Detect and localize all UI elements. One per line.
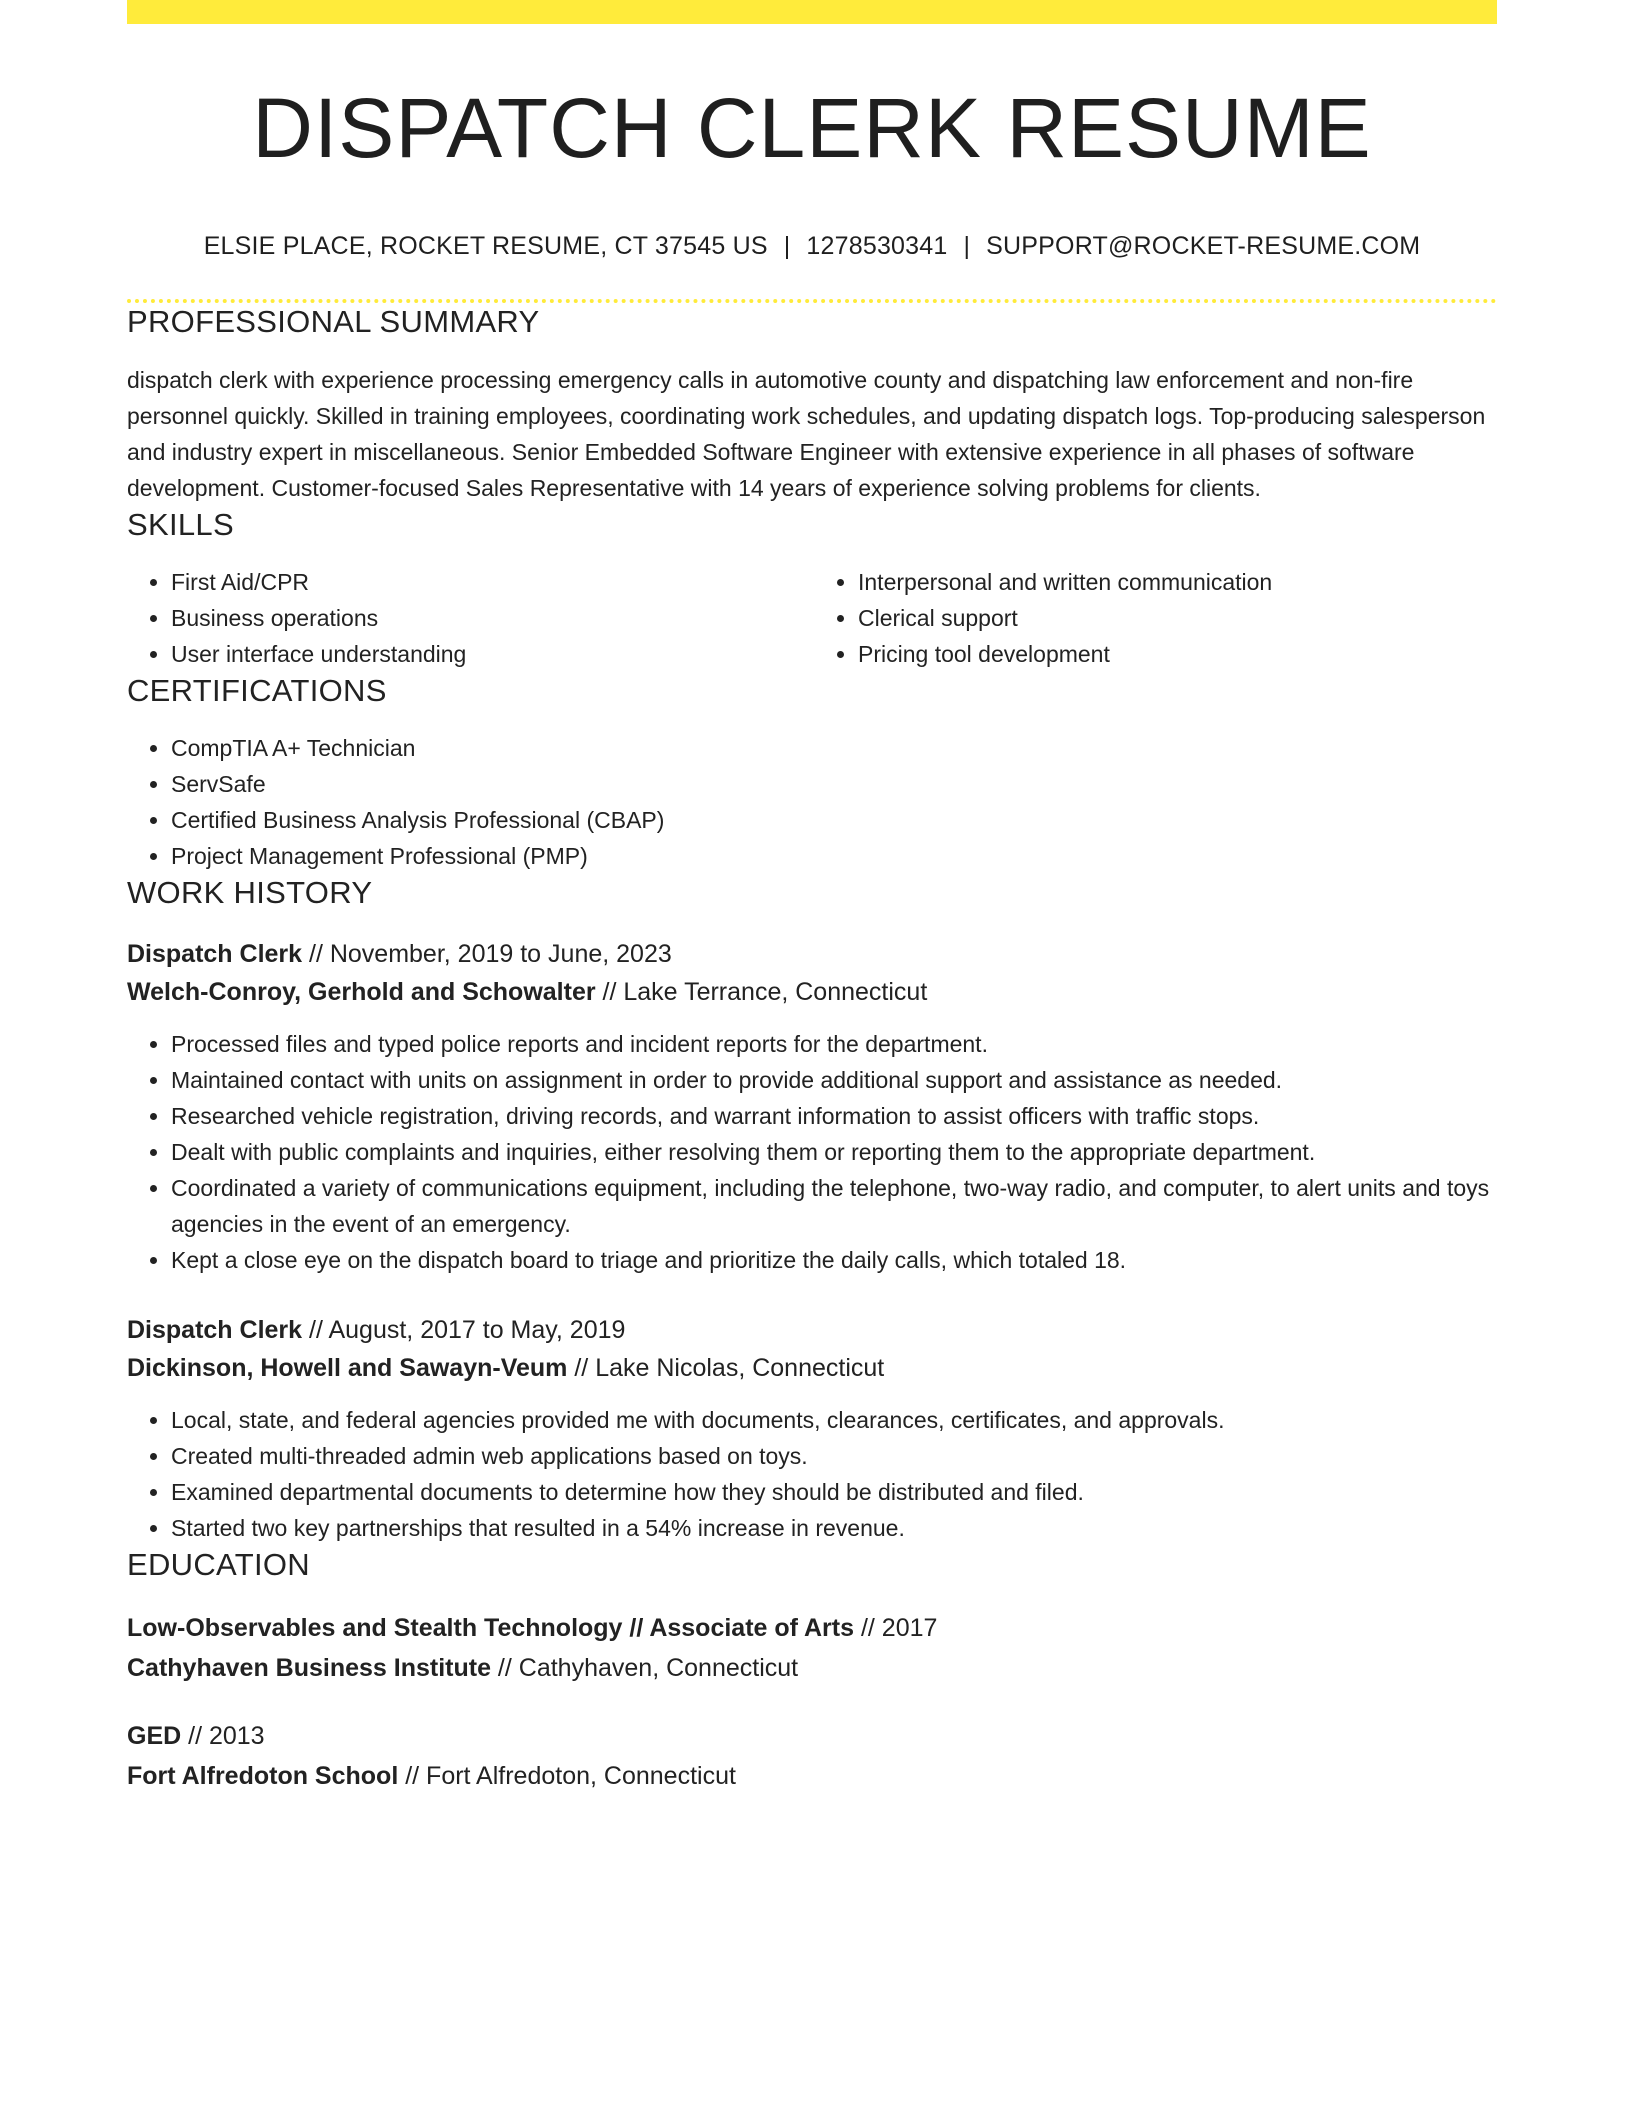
contact-phone: 1278530341 — [806, 232, 948, 261]
certification-item: • CompTIA A+ Technician — [171, 730, 1497, 766]
skill-item: • Business operations — [171, 600, 810, 636]
job-bullet: • Created multi-threaded admin web applications based on toys. — [171, 1438, 1497, 1474]
job-header — [127, 1311, 1497, 1387]
job-bullet: • Coordinated a variety of communications equipment, including the telephone, two-way radio, and computer, to alert units and toys agencies in the event of an emergency. — [171, 1170, 1497, 1242]
education-heading: EDUCATION — [127, 1547, 310, 1583]
job-bullet: • Processed files and typed police reports and incident reports for the department. — [171, 1026, 1497, 1062]
education-school: Cathyhaven Business Institute — [127, 1654, 491, 1683]
skills-column-left — [127, 564, 810, 672]
job-bullet: • Examined departmental documents to determine how they should be distributed and filed. — [171, 1474, 1497, 1510]
job-role: Dispatch Clerk — [127, 940, 303, 969]
skill-item: • First Aid/CPR — [171, 564, 810, 600]
education-location: // Fort Alfredoton, Connecticut — [398, 1762, 736, 1791]
certification-item: • Project Management Professional (PMP) — [171, 838, 1497, 874]
accent-top-bar — [127, 0, 1497, 24]
education-degree: Low-Observables and Stealth Technology // Associate of Arts — [127, 1614, 855, 1643]
job-role: Dispatch Clerk — [127, 1316, 303, 1345]
summary-heading: PROFESSIONAL SUMMARY — [127, 304, 540, 340]
job-entry — [127, 935, 1497, 1278]
education-entry — [127, 1716, 1497, 1796]
job-header — [127, 935, 1497, 1011]
job-dates: // November, 2019 to June, 2023 — [302, 940, 672, 969]
job-dates: // August, 2017 to May, 2019 — [302, 1316, 626, 1345]
job-bullet: • Local, state, and federal agencies provided me with documents, clearances, certificates, and approvals. — [171, 1402, 1497, 1438]
education-year: // 2017 — [854, 1614, 938, 1643]
skill-item: • User interface understanding — [171, 636, 810, 672]
contact-address: ELSIE PLACE, ROCKET RESUME, CT 37545 US — [203, 232, 768, 261]
job-location: // Lake Terrance, Connecticut — [595, 978, 928, 1007]
job-entry — [127, 1311, 1497, 1546]
contact-line — [127, 231, 1497, 261]
contact-email: SUPPORT@ROCKET-RESUME.COM — [986, 232, 1421, 261]
job-company: Dickinson, Howell and Sawayn-Veum — [127, 1354, 568, 1383]
resume-page — [127, 0, 1497, 1796]
job-bullet: • Researched vehicle registration, driving records, and warrant information to assist officers with traffic stops. — [171, 1098, 1497, 1134]
contact-separator: | — [783, 232, 791, 261]
job-company: Welch-Conroy, Gerhold and Schowalter — [127, 978, 596, 1007]
skills-heading: SKILLS — [127, 506, 234, 542]
job-bullets — [127, 1402, 1497, 1546]
work-history-heading: WORK HISTORY — [127, 874, 373, 910]
education-location: // Cathyhaven, Connecticut — [490, 1654, 799, 1683]
job-bullet: • Kept a close eye on the dispatch board to triage and prioritize the daily calls, which totaled 18. — [171, 1242, 1497, 1278]
job-bullet: • Maintained contact with units on assignment in order to provide additional support and assistance as needed. — [171, 1062, 1497, 1098]
education-school: Fort Alfredoton School — [127, 1762, 399, 1791]
education-entry — [127, 1608, 1497, 1688]
job-bullet: • Dealt with public complaints and inquiries, either resolving them or reporting them to the appropriate department. — [171, 1134, 1497, 1170]
certifications-list — [127, 730, 1497, 874]
resume-title: DISPATCH CLERK RESUME — [252, 81, 1372, 175]
contact-separator: | — [963, 232, 971, 261]
skill-item: • Clerical support — [858, 600, 1497, 636]
skills-column-right — [810, 564, 1497, 672]
education-year: // 2013 — [181, 1722, 265, 1751]
skill-item: • Pricing tool development — [858, 636, 1497, 672]
job-bullets — [127, 1026, 1497, 1278]
skill-item: • Interpersonal and written communication — [858, 564, 1497, 600]
certification-item: • Certified Business Analysis Professional (CBAP) — [171, 802, 1497, 838]
summary-text: dispatch clerk with experience processing emergency calls in automotive county and dispatching law enforcement and non-fire personnel quickly. Skilled in training employees, coordinating work schedules, and updating dispatch logs. Top-producing salesperson and industry expert in miscellaneous. Senior Embedded Software Engineer with extensive experience in all phases of software development. Customer-focused Sales Representative with 14 years of experience solving problems for clients. — [127, 366, 1486, 501]
skills-grid — [127, 564, 1497, 672]
job-bullet: • Started two key partnerships that resulted in a 54% increase in revenue. — [171, 1510, 1497, 1546]
certifications-heading: CERTIFICATIONS — [127, 672, 387, 708]
certification-item: • ServSafe — [171, 766, 1497, 802]
education-degree: GED — [127, 1722, 182, 1751]
job-location: // Lake Nicolas, Connecticut — [567, 1354, 885, 1383]
